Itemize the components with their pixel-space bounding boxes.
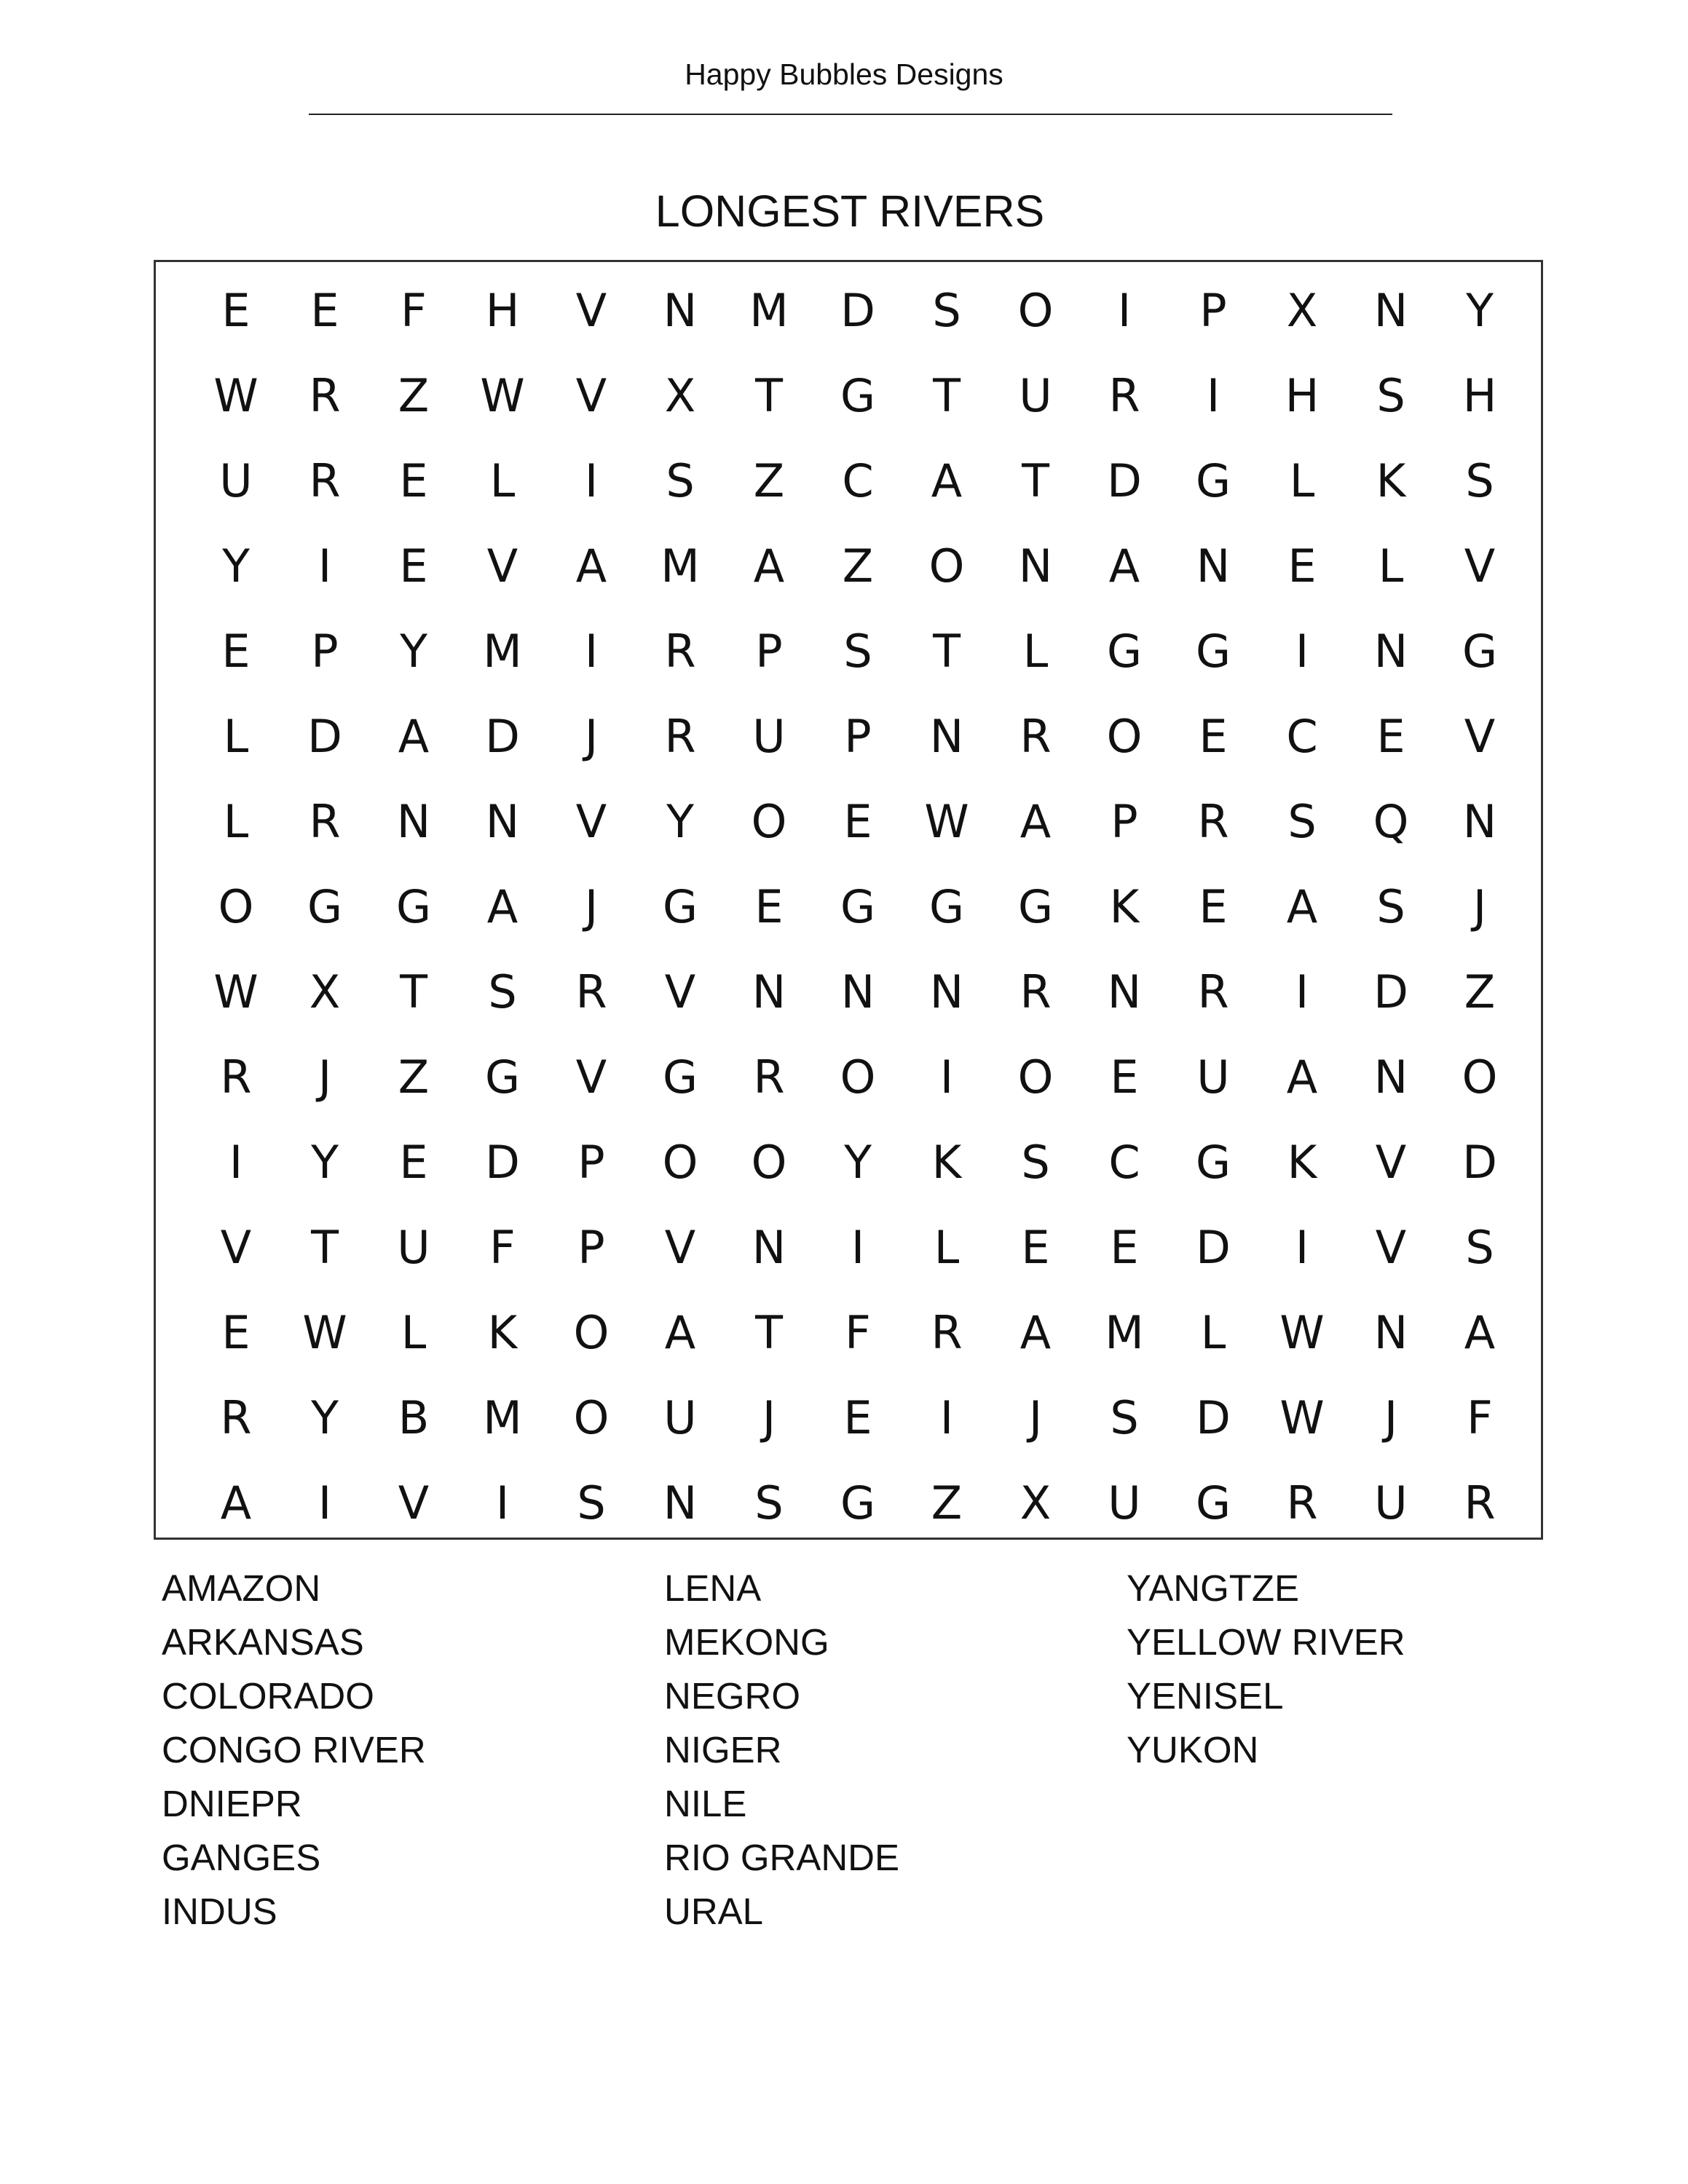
- word-list-column-1: [162, 1562, 426, 1939]
- grid-letter: O: [751, 1135, 787, 1189]
- grid-letter: E: [310, 283, 339, 337]
- grid-letter: E: [843, 1390, 872, 1444]
- word-list-item: URAL: [664, 1891, 764, 1932]
- grid-letter: R: [220, 1390, 252, 1444]
- grid-letter: O: [662, 1135, 698, 1189]
- grid-letter: F: [845, 1305, 871, 1359]
- grid-letter: E: [399, 454, 428, 507]
- grid-letter: S: [754, 1476, 784, 1530]
- grid-letter: D: [1373, 965, 1408, 1018]
- grid-letter: S: [843, 624, 872, 678]
- grid-letter: E: [1110, 1050, 1139, 1104]
- grid-letter: O: [1017, 283, 1054, 337]
- grid-letter: N: [396, 794, 431, 848]
- word-list-column-3: [1127, 1562, 1405, 1777]
- grid-letter: N: [1373, 283, 1408, 337]
- grid-letter: A: [220, 1476, 252, 1530]
- word-list-item: YANGTZE: [1127, 1567, 1300, 1609]
- grid-letter: S: [1376, 879, 1405, 933]
- grid-letter: R: [931, 1305, 963, 1359]
- grid-letter: L: [1200, 1305, 1226, 1359]
- grid-letter: J: [1472, 879, 1487, 933]
- grid-letter: G: [662, 1050, 698, 1104]
- grid-letter: O: [751, 794, 787, 848]
- grid-letter: Y: [311, 1390, 339, 1444]
- grid-letter: D: [1107, 454, 1142, 507]
- grid-letter: O: [928, 539, 965, 593]
- grid-letter: N: [752, 1220, 786, 1274]
- grid-letter: P: [755, 624, 783, 678]
- grid-letter: N: [929, 709, 964, 763]
- grid-letter: W: [302, 1305, 347, 1359]
- grid-letter: I: [318, 1476, 332, 1530]
- grid-letter: O: [1106, 709, 1143, 763]
- grid-letter: Z: [931, 1476, 963, 1530]
- grid-letter: S: [666, 454, 695, 507]
- word-list-item: AMAZON: [162, 1567, 321, 1609]
- grid-letter: R: [220, 1050, 252, 1104]
- word-list-item: NIGER: [664, 1729, 782, 1770]
- grid-letter: E: [1199, 879, 1228, 933]
- grid-letter: G: [1195, 624, 1231, 678]
- grid-letter: V: [1464, 709, 1496, 763]
- grid-letter: E: [221, 624, 251, 678]
- grid-letter: J: [584, 709, 599, 763]
- grid-letter: N: [929, 965, 964, 1018]
- grid-letter: N: [1196, 539, 1231, 593]
- grid-letter: R: [1197, 965, 1229, 1018]
- grid-letter: D: [1196, 1390, 1231, 1444]
- grid-letter: N: [752, 965, 786, 1018]
- grid-letter: T: [1022, 454, 1049, 507]
- grid-letter: U: [1196, 1050, 1230, 1104]
- grid-letter: V: [398, 1476, 430, 1530]
- grid-letter: S: [1287, 794, 1317, 848]
- grid-letter: I: [584, 454, 599, 507]
- grid-letter: W: [480, 368, 525, 422]
- grid-letter: Y: [222, 539, 250, 593]
- grid-letter: V: [220, 1220, 252, 1274]
- grid-letter: L: [489, 454, 516, 507]
- grid-letter: Y: [666, 794, 694, 848]
- grid-letter: N: [663, 1476, 698, 1530]
- grid-letter: D: [1196, 1220, 1231, 1274]
- grid-letter: L: [1022, 624, 1049, 678]
- word-list-item: YENISEL: [1127, 1675, 1284, 1717]
- grid-letter: O: [573, 1390, 610, 1444]
- grid-letter: I: [851, 1220, 865, 1274]
- word-list-item: LENA: [664, 1567, 762, 1609]
- grid-letter: P: [577, 1220, 605, 1274]
- grid-letter: T: [755, 1305, 783, 1359]
- word-list-item: RIO GRANDE: [664, 1837, 900, 1878]
- grid-letter: D: [1462, 1135, 1497, 1189]
- grid-letter: V: [575, 283, 607, 337]
- grid-letter: E: [843, 794, 872, 848]
- word-list-item: CONGO RIVER: [162, 1729, 426, 1770]
- grid-letter: N: [1373, 1305, 1408, 1359]
- grid-letter: K: [487, 1305, 518, 1359]
- grid-letter: L: [401, 1305, 427, 1359]
- grid-letter: V: [664, 1220, 696, 1274]
- grid-letter: L: [1289, 454, 1315, 507]
- grid-letter: A: [398, 709, 430, 763]
- grid-letter: Z: [753, 454, 785, 507]
- grid-letter: A: [486, 879, 518, 933]
- grid-letter: Y: [311, 1135, 339, 1189]
- grid-letter: X: [309, 965, 341, 1018]
- grid-letter: T: [400, 965, 427, 1018]
- grid-letter: S: [1110, 1390, 1139, 1444]
- letter-grid: [192, 268, 1524, 1546]
- grid-letter: T: [933, 368, 961, 422]
- grid-letter: A: [575, 539, 607, 593]
- grid-letter: E: [399, 1135, 428, 1189]
- grid-letter: V: [486, 539, 518, 593]
- grid-letter: G: [395, 879, 432, 933]
- grid-letter: I: [1295, 624, 1309, 678]
- grid-letter: Y: [400, 624, 427, 678]
- grid-letter: I: [1206, 368, 1220, 422]
- grid-letter: S: [932, 283, 961, 337]
- grid-letter: S: [1376, 368, 1405, 422]
- grid-letter: R: [1286, 1476, 1318, 1530]
- grid-letter: W: [1279, 1305, 1325, 1359]
- word-list-item: NEGRO: [664, 1675, 801, 1717]
- grid-letter: W: [1279, 1390, 1325, 1444]
- grid-letter: M: [483, 1390, 522, 1444]
- grid-letter: G: [484, 1050, 521, 1104]
- grid-letter: H: [1285, 368, 1320, 422]
- word-list-column-2: [664, 1562, 899, 1939]
- brand-name: Happy Bubbles Designs: [685, 58, 1003, 91]
- grid-letter: R: [309, 368, 341, 422]
- grid-letter: Y: [1466, 283, 1494, 337]
- word-list-item: GANGES: [162, 1837, 321, 1878]
- grid-letter: H: [1462, 368, 1497, 422]
- grid-letter: G: [307, 879, 343, 933]
- grid-letter: S: [1021, 1135, 1050, 1189]
- grid-letter: A: [1019, 794, 1052, 848]
- grid-letter: E: [1021, 1220, 1050, 1274]
- grid-letter: O: [1462, 1050, 1498, 1104]
- grid-letter: D: [307, 709, 342, 763]
- grid-letter: A: [664, 1305, 696, 1359]
- grid-letter: M: [749, 283, 789, 337]
- grid-letter: S: [488, 965, 517, 1018]
- grid-letter: I: [1295, 1220, 1309, 1274]
- grid-letter: V: [664, 965, 696, 1018]
- grid-letter: G: [840, 368, 876, 422]
- grid-letter: I: [495, 1476, 510, 1530]
- grid-letter: C: [842, 454, 874, 507]
- word-list-item: DNIEPR: [162, 1783, 302, 1824]
- grid-letter: N: [840, 965, 875, 1018]
- grid-letter: M: [660, 539, 700, 593]
- grid-letter: F: [489, 1220, 516, 1274]
- grid-letter: W: [924, 794, 969, 848]
- grid-letter: S: [1465, 454, 1494, 507]
- grid-letter: D: [840, 283, 875, 337]
- grid-letter: V: [1375, 1220, 1407, 1274]
- header-divider: [309, 114, 1392, 115]
- grid-letter: K: [1376, 454, 1406, 507]
- grid-letter: E: [1287, 539, 1317, 593]
- grid-letter: I: [229, 1135, 243, 1189]
- grid-letter: K: [1109, 879, 1140, 933]
- grid-letter: R: [1019, 709, 1052, 763]
- grid-letter: F: [401, 283, 427, 337]
- word-list-item: ARKANSAS: [162, 1621, 364, 1663]
- grid-letter: E: [221, 1305, 251, 1359]
- grid-letter: K: [1287, 1135, 1317, 1189]
- grid-letter: D: [485, 709, 520, 763]
- grid-letter: P: [844, 709, 872, 763]
- grid-letter: Y: [844, 1135, 872, 1189]
- grid-letter: R: [575, 965, 607, 1018]
- grid-letter: U: [1019, 368, 1052, 422]
- grid-letter: U: [219, 454, 253, 507]
- grid-letter: L: [1378, 539, 1404, 593]
- grid-letter: E: [1199, 709, 1228, 763]
- grid-letter: J: [1028, 1390, 1043, 1444]
- grid-letter: W: [213, 965, 259, 1018]
- grid-letter: R: [1019, 965, 1052, 1018]
- grid-letter: X: [1286, 283, 1318, 337]
- grid-letter: S: [577, 1476, 606, 1530]
- grid-letter: G: [840, 1476, 876, 1530]
- grid-letter: A: [1108, 539, 1140, 593]
- grid-letter: N: [1462, 794, 1497, 848]
- grid-letter: I: [584, 624, 599, 678]
- grid-letter: J: [1384, 1390, 1398, 1444]
- grid-letter: J: [318, 1050, 332, 1104]
- grid-letter: E: [399, 539, 428, 593]
- grid-letter: G: [840, 879, 876, 933]
- grid-letter: V: [575, 794, 607, 848]
- grid-letter: G: [1195, 1476, 1231, 1530]
- word-list-item: COLORADO: [162, 1675, 374, 1717]
- grid-letter: V: [575, 368, 607, 422]
- grid-letter: R: [753, 1050, 785, 1104]
- grid-letter: G: [928, 879, 965, 933]
- grid-letter: N: [1373, 1050, 1408, 1104]
- grid-letter: W: [213, 368, 259, 422]
- grid-letter: R: [1108, 368, 1140, 422]
- grid-letter: I: [1295, 965, 1309, 1018]
- grid-letter: I: [318, 539, 332, 593]
- grid-letter: N: [1107, 965, 1142, 1018]
- grid-letter: H: [485, 283, 520, 337]
- grid-letter: A: [931, 454, 963, 507]
- word-list-item: INDUS: [162, 1891, 277, 1932]
- grid-letter: I: [939, 1050, 954, 1104]
- grid-letter: J: [762, 1390, 776, 1444]
- grid-letter: J: [584, 879, 599, 933]
- grid-letter: N: [1373, 624, 1408, 678]
- grid-letter: U: [663, 1390, 697, 1444]
- grid-letter: M: [483, 624, 522, 678]
- grid-letter: E: [754, 879, 784, 933]
- grid-letter: L: [934, 1220, 960, 1274]
- grid-letter: O: [1017, 1050, 1054, 1104]
- grid-letter: L: [223, 709, 249, 763]
- word-list-item: NILE: [664, 1783, 747, 1824]
- grid-letter: N: [1018, 539, 1053, 593]
- grid-letter: T: [311, 1220, 339, 1274]
- grid-letter: Z: [398, 1050, 430, 1104]
- grid-letter: A: [1286, 1050, 1318, 1104]
- grid-letter: D: [485, 1135, 520, 1189]
- puzzle-title: LONGEST RIVERS: [655, 186, 1045, 236]
- grid-letter: C: [1108, 1135, 1140, 1189]
- grid-letter: M: [1105, 1305, 1144, 1359]
- grid-letter: P: [1111, 794, 1138, 848]
- grid-letter: G: [1195, 454, 1231, 507]
- grid-letter: G: [1462, 624, 1498, 678]
- grid-letter: P: [1199, 283, 1227, 337]
- grid-letter: U: [752, 709, 786, 763]
- grid-letter: R: [1464, 1476, 1496, 1530]
- grid-letter: A: [1286, 879, 1318, 933]
- grid-letter: N: [663, 283, 698, 337]
- grid-letter: V: [1375, 1135, 1407, 1189]
- grid-letter: V: [1464, 539, 1496, 593]
- grid-letter: A: [1019, 1305, 1052, 1359]
- grid-letter: K: [931, 1135, 962, 1189]
- grid-letter: U: [1374, 1476, 1408, 1530]
- grid-letter: I: [939, 1390, 954, 1444]
- grid-letter: Z: [398, 368, 430, 422]
- grid-letter: S: [1465, 1220, 1494, 1274]
- grid-letter: G: [1017, 879, 1054, 933]
- word-list-item: YELLOW RIVER: [1127, 1621, 1405, 1663]
- grid-letter: U: [1108, 1476, 1141, 1530]
- grid-letter: X: [664, 368, 696, 422]
- grid-letter: G: [662, 879, 698, 933]
- grid-letter: O: [218, 879, 254, 933]
- grid-letter: R: [309, 794, 341, 848]
- grid-letter: Q: [1373, 794, 1409, 848]
- grid-letter: O: [573, 1305, 610, 1359]
- grid-letter: R: [664, 624, 696, 678]
- word-list-item: YUKON: [1127, 1729, 1259, 1770]
- grid-letter: Z: [1464, 965, 1496, 1018]
- grid-letter: N: [485, 794, 520, 848]
- grid-letter: U: [397, 1220, 430, 1274]
- grid-letter: G: [1106, 624, 1143, 678]
- grid-letter: X: [1019, 1476, 1052, 1530]
- grid-letter: T: [755, 368, 783, 422]
- grid-letter: G: [1195, 1135, 1231, 1189]
- grid-letter: R: [309, 454, 341, 507]
- grid-letter: F: [1467, 1390, 1493, 1444]
- grid-letter: A: [753, 539, 785, 593]
- grid-letter: O: [840, 1050, 876, 1104]
- grid-letter: A: [1464, 1305, 1496, 1359]
- grid-letter: E: [1110, 1220, 1139, 1274]
- grid-letter: R: [1197, 794, 1229, 848]
- grid-letter: E: [1376, 709, 1405, 763]
- grid-letter: P: [311, 624, 339, 678]
- grid-letter: L: [223, 794, 249, 848]
- grid-letter: E: [221, 283, 251, 337]
- grid-letter: B: [398, 1390, 430, 1444]
- grid-letter: C: [1286, 709, 1318, 763]
- grid-letter: I: [1117, 283, 1132, 337]
- grid-letter: Z: [842, 539, 874, 593]
- grid-letter: R: [664, 709, 696, 763]
- grid-letter: V: [575, 1050, 607, 1104]
- word-list-item: MEKONG: [664, 1621, 829, 1663]
- grid-letter: P: [577, 1135, 605, 1189]
- grid-letter: T: [933, 624, 961, 678]
